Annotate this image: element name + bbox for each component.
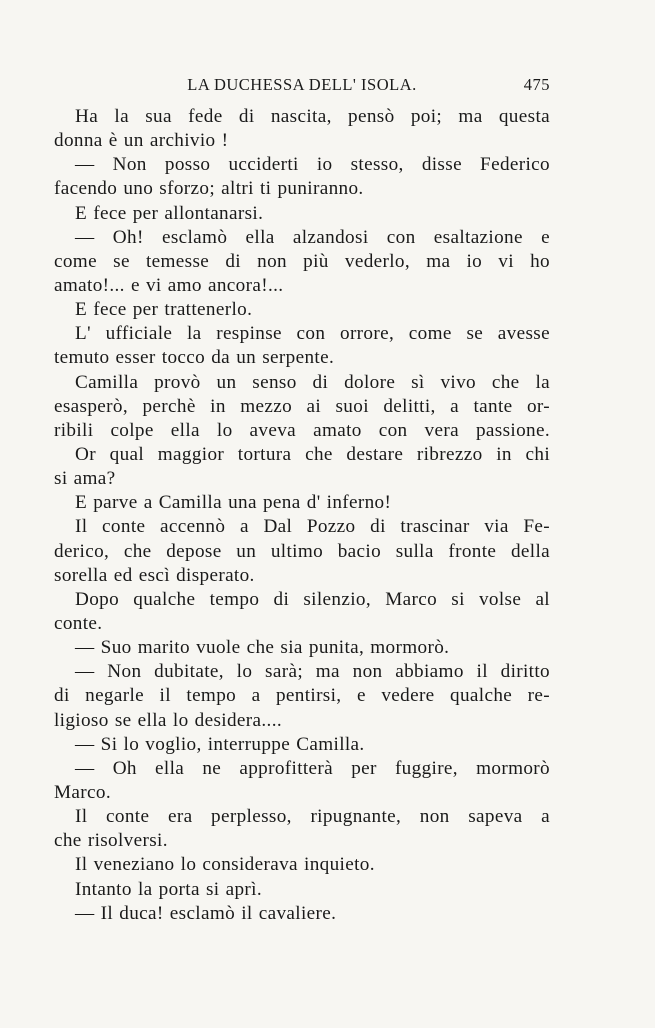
- text-line: E fece per trattenerlo.: [75, 299, 253, 321]
- text-line: derico, che depose un ultimo bacio sulla fronte della: [54, 540, 550, 562]
- text-line: — Suo marito vuole che sia punita, mormorò.: [75, 637, 450, 659]
- text-body: [54, 105, 550, 926]
- page-header: [54, 75, 550, 101]
- text-line: Ha la sua fede di nascita, pensò poi; ma questa: [75, 106, 550, 127]
- text-line: — Il duca! esclamò il cavaliere.: [75, 902, 337, 924]
- text-line: amato!... e vi amo ancora!...: [54, 274, 284, 296]
- text-line: — Non dubitate, lo sarà; ma non abbiamo il diritto: [75, 661, 550, 683]
- text-line: conte.: [54, 612, 103, 634]
- text-line: sorella ed escì disperato.: [54, 564, 255, 586]
- text-line: che risolversi.: [54, 830, 168, 852]
- text-line: Il conte era perplesso, ripugnante, non sapeva a: [75, 806, 550, 828]
- text-line: Intanto la porta si aprì.: [75, 878, 262, 900]
- text-line: si ama?: [54, 468, 116, 490]
- text-line: Or qual maggior tortura che destare ribrezzo in chi: [75, 443, 550, 465]
- text-line: facendo uno sforzo; altri ti puniranno.: [54, 178, 364, 200]
- text-line: Camilla provò un senso di dolore sì vivo che la: [75, 371, 550, 393]
- text-line: Dopo qualche tempo di silenzio, Marco si volse al: [75, 588, 550, 610]
- text-line: come se temesse di non più vederlo, ma io vi ho: [54, 250, 550, 272]
- text-line: — Oh! esclamò ella alzandosi con esaltazione e: [75, 226, 550, 248]
- text-line: temuto esser tocco da un serpente.: [54, 347, 335, 369]
- text-line: donna è un archivio !: [54, 130, 229, 152]
- text-line: E fece per allontanarsi.: [75, 202, 264, 224]
- text-line: Il conte accennò a Dal Pozzo di trascinar via Fe-: [75, 516, 550, 538]
- text-line: — Oh ella ne approfitterà per fuggire, mormorò: [75, 757, 550, 779]
- text-line: Marco.: [54, 781, 111, 803]
- text-line: ribili colpe ella lo aveva amato con vera passione.: [54, 419, 550, 441]
- text-line: E parve a Camilla una pena d' inferno!: [75, 492, 392, 514]
- running-title: LA DUCHESSA DELL' ISOLA.: [187, 75, 417, 94]
- text-line: L' ufficiale la respinse con orrore, come se avesse: [75, 323, 550, 345]
- text-line: ligioso se ella lo desidera....: [54, 709, 282, 731]
- text-line: Il veneziano lo considerava inquieto.: [75, 854, 375, 876]
- page-number: 475: [523, 75, 550, 94]
- text-line: — Non posso ucciderti io stesso, disse Federico: [75, 154, 550, 176]
- text-line: — Si lo voglio, interruppe Camilla.: [75, 733, 365, 755]
- text-line: di negarle il tempo a pentirsi, e vedere qualche re-: [54, 685, 550, 707]
- text-line: esasperò, perchè in mezzo ai suoi delitti, a tante or-: [54, 395, 550, 417]
